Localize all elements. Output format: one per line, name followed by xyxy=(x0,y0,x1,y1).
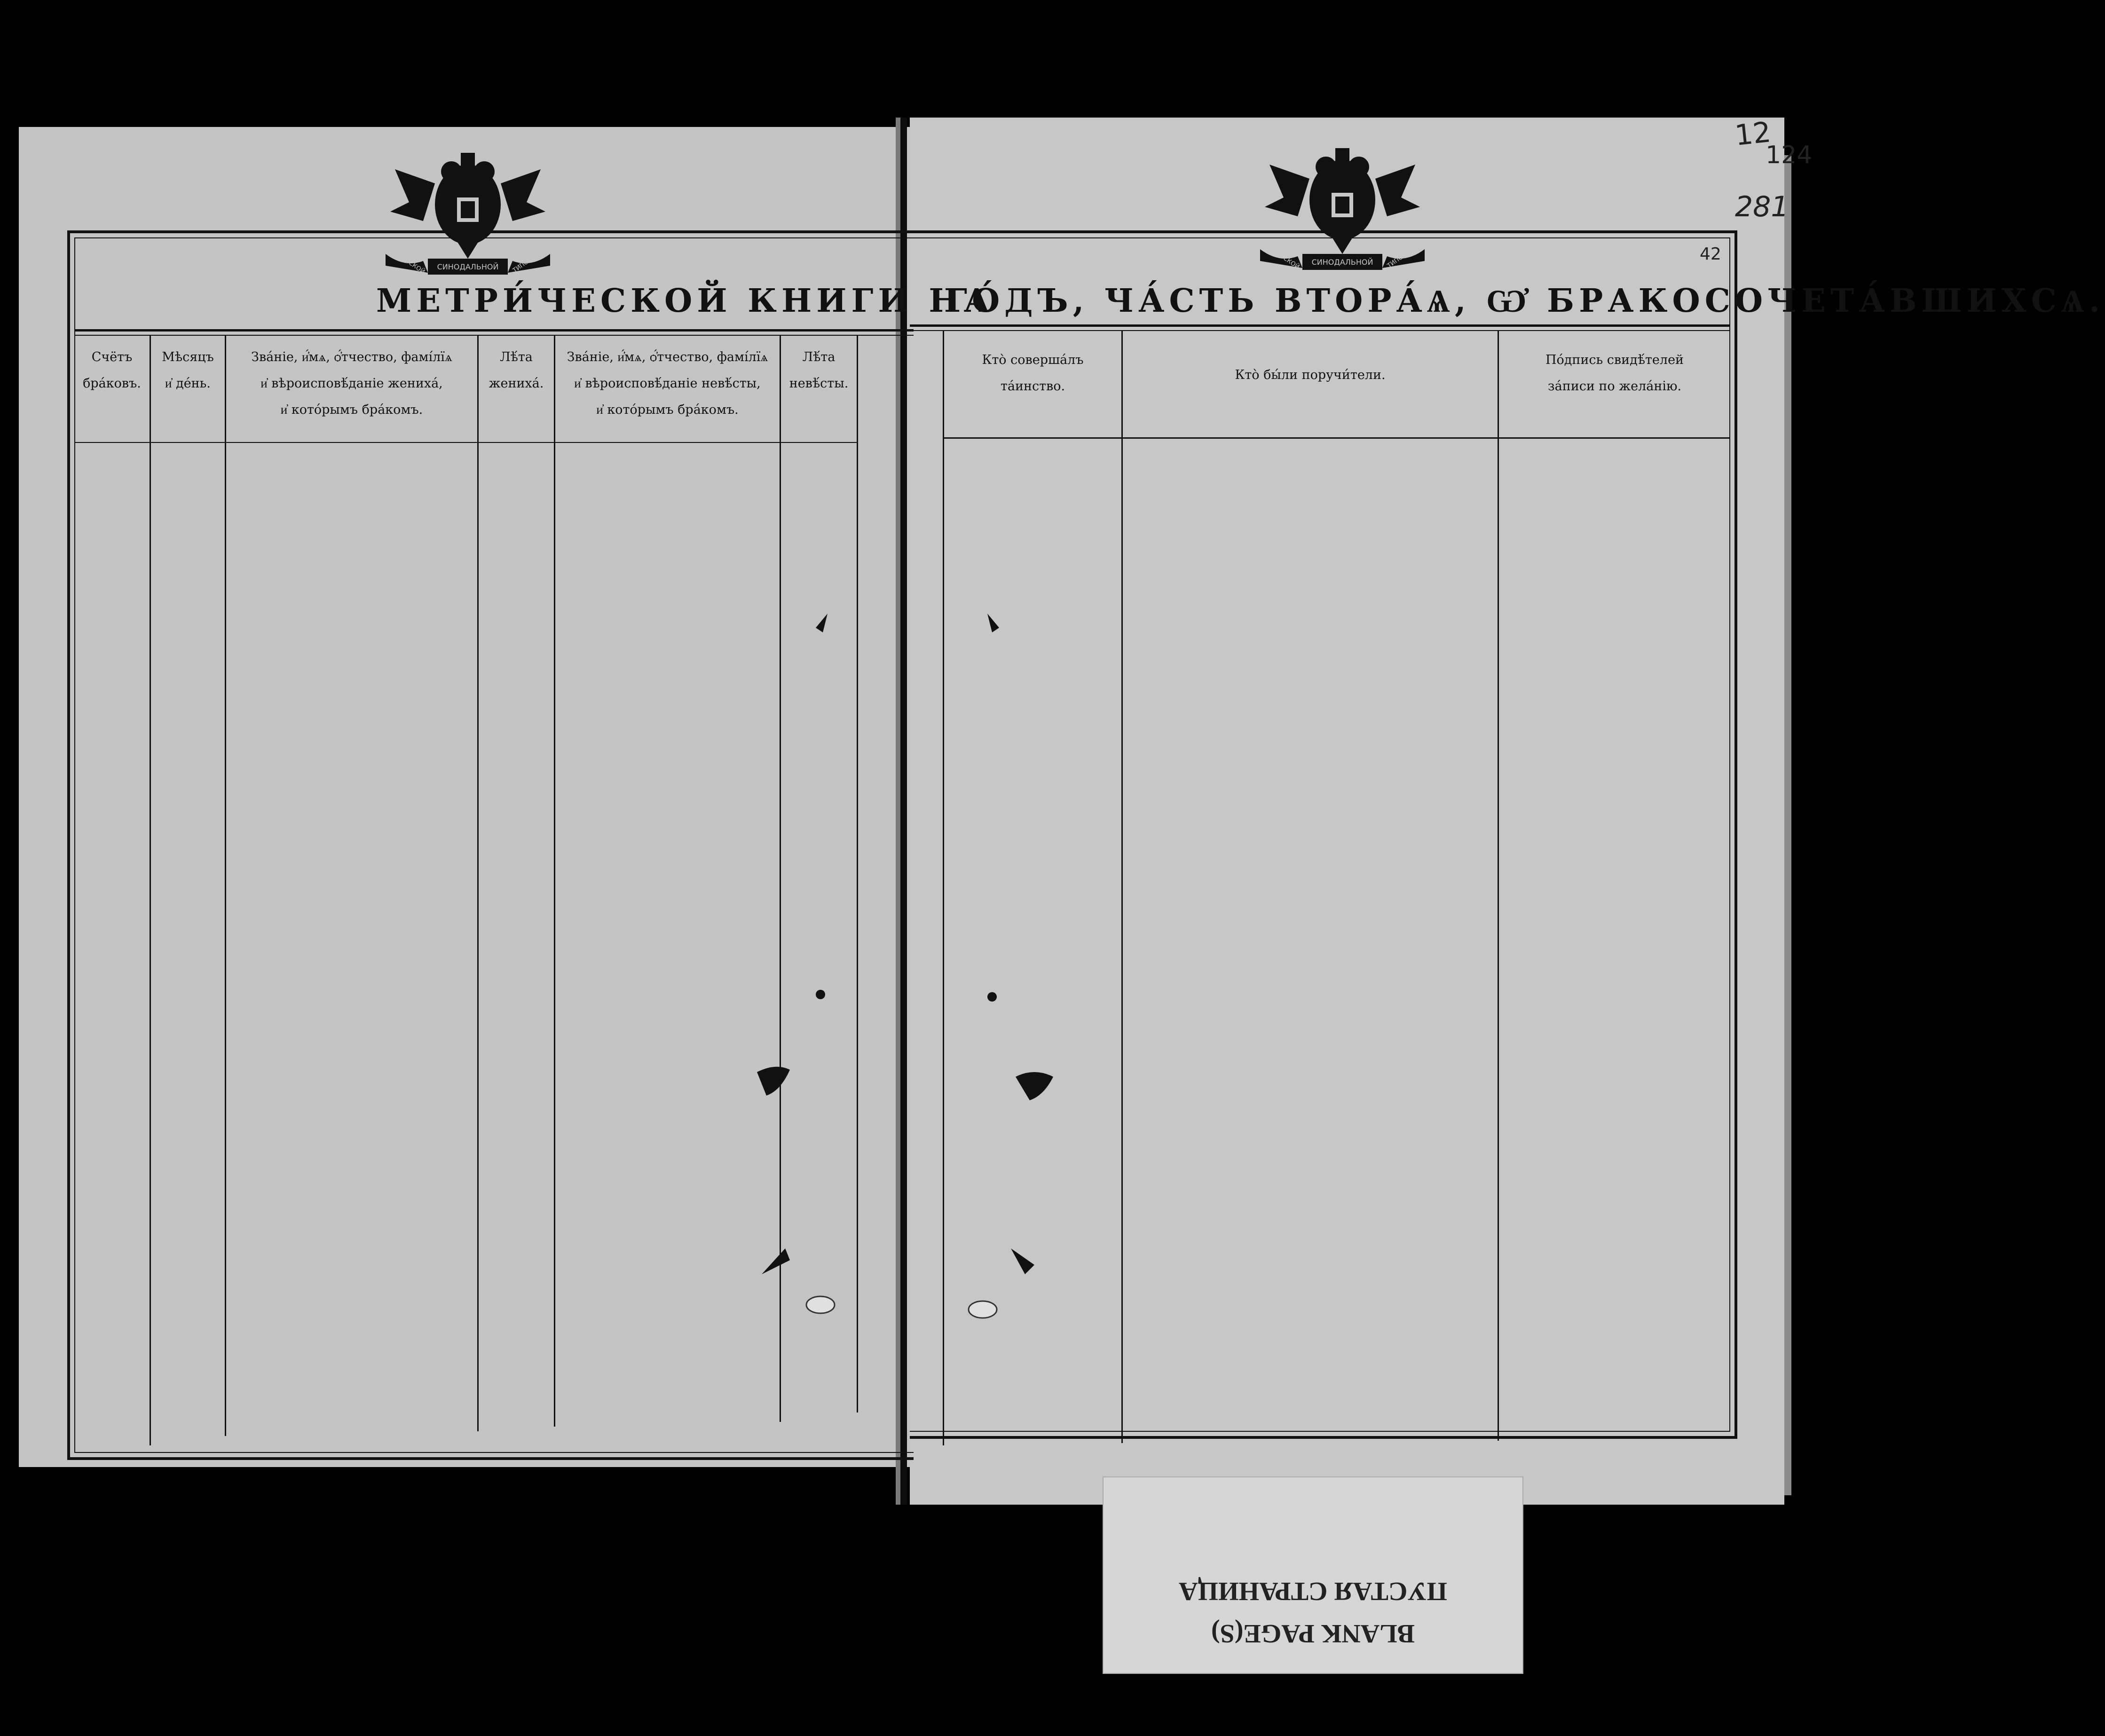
punch-mark xyxy=(983,990,1001,1004)
page-number-annotation: 124 xyxy=(1766,141,1813,169)
col-header-officiant xyxy=(944,339,1121,437)
crest-ribbon-text: СИНОДАЛЬНОЙ xyxy=(1311,258,1373,267)
header-line: та́инство. xyxy=(1000,379,1065,394)
col-divider xyxy=(225,336,226,1436)
header-line: Кто̀ бы́ли поручи́тели. xyxy=(1235,368,1386,382)
col-divider xyxy=(857,336,858,1412)
col-header-groom-age xyxy=(479,336,554,442)
title-rule-left xyxy=(74,329,914,331)
header-line: Лѣ́та xyxy=(500,350,533,364)
col-divider xyxy=(1121,331,1123,1443)
title-rule-right xyxy=(910,324,1730,327)
col-header-month-day xyxy=(151,336,225,442)
imperial-eagle-crest-right xyxy=(1251,146,1434,277)
col-divider xyxy=(943,331,944,1445)
header-line: и҆ кото́рымъ бра́комъ. xyxy=(596,402,739,417)
col-header-marriage-count xyxy=(74,336,150,442)
header-line: невѣ́сты. xyxy=(789,376,849,391)
header-line: жениха́. xyxy=(489,376,544,391)
blank-card-label-en: BLANK PAGE(S) xyxy=(1211,1619,1415,1648)
header-line: Мѣсяцъ xyxy=(162,350,214,364)
punch-mark xyxy=(983,611,1001,635)
header-line: По́дпись свидѣ́телей xyxy=(1545,353,1684,367)
punch-hole xyxy=(757,1246,795,1279)
blank-card-label-ru: ПУСТАЯ СТРАНИЦА xyxy=(1179,1577,1447,1606)
punch-hole xyxy=(804,1293,837,1317)
col-header-bride-age xyxy=(781,336,857,442)
crest-ribbon-text: СИНОДАЛЬНОЙ xyxy=(437,262,499,271)
header-rule-left xyxy=(74,442,857,443)
header-line: Счётъ xyxy=(91,350,133,364)
page-number-annotation: 12 xyxy=(1733,116,1773,152)
col-header-groom xyxy=(226,336,477,442)
punch-hole xyxy=(1011,1067,1067,1105)
col-header-bride xyxy=(555,336,780,442)
crest-ribbon-text: ТИПОГРАФІИ xyxy=(512,245,549,275)
punch-mark xyxy=(811,987,830,1002)
header-line: бра́ковъ. xyxy=(83,376,141,391)
header-line: и҆ де́нь. xyxy=(165,376,211,391)
blank-page-card xyxy=(1103,1476,1523,1674)
imperial-eagle-crest-left xyxy=(376,150,560,282)
col-header-guarantors xyxy=(1123,354,1498,437)
header-line: и҆ вѣроисповѣ́даніе невѣ́сты, xyxy=(574,376,761,391)
page-title-left: МЕТРИ́ЧЕСКОЙ КНИГИ НА xyxy=(376,282,994,320)
header-line: и҆ вѣроисповѣ́даніе жениха́, xyxy=(260,376,443,391)
title-rule-right-thin xyxy=(910,330,1730,331)
header-line: Лѣ́та xyxy=(802,350,836,364)
col-divider xyxy=(554,336,555,1427)
header-line: за́писи по жела́нію. xyxy=(1547,379,1682,394)
page-number-annotation: 281 xyxy=(1735,190,1789,223)
punch-mark xyxy=(813,611,832,635)
crest-ribbon-text: МОСКОВСКОЙ xyxy=(384,244,426,276)
col-divider xyxy=(150,336,151,1445)
punch-hole xyxy=(966,1298,999,1321)
page-title-right: ГО́ДЪ, ЧА́СТЬ ВТОРА́Ѧ, Ѡ҆ БРАКОСОЧЕТА́ВШИХСѦ. xyxy=(945,282,2105,320)
col-divider xyxy=(477,336,479,1431)
page-number-annotation: 42 xyxy=(1700,245,1721,264)
header-line: Зва́ніе, и҆́мѧ, ѻ҆́тчество, фамі́лїѧ xyxy=(251,350,452,364)
header-line: и҆ кото́рымъ бра́комъ. xyxy=(280,402,423,417)
punch-hole xyxy=(1006,1246,1044,1284)
header-rule-right xyxy=(943,437,1730,439)
col-header-witness-signatures xyxy=(1499,339,1730,437)
crest-ribbon-text: МОСКОВСКОЙ xyxy=(1259,239,1301,271)
header-line: Зва́ніе, и҆́мѧ, ѻ҆́тчество, фамі́лїѧ xyxy=(567,350,768,364)
header-line: Кто̀ соверша́лъ xyxy=(982,353,1084,367)
crest-ribbon-text: ТИПОГРАФІИ xyxy=(1386,240,1424,270)
punch-hole xyxy=(752,1063,809,1100)
col-divider xyxy=(1498,331,1499,1441)
